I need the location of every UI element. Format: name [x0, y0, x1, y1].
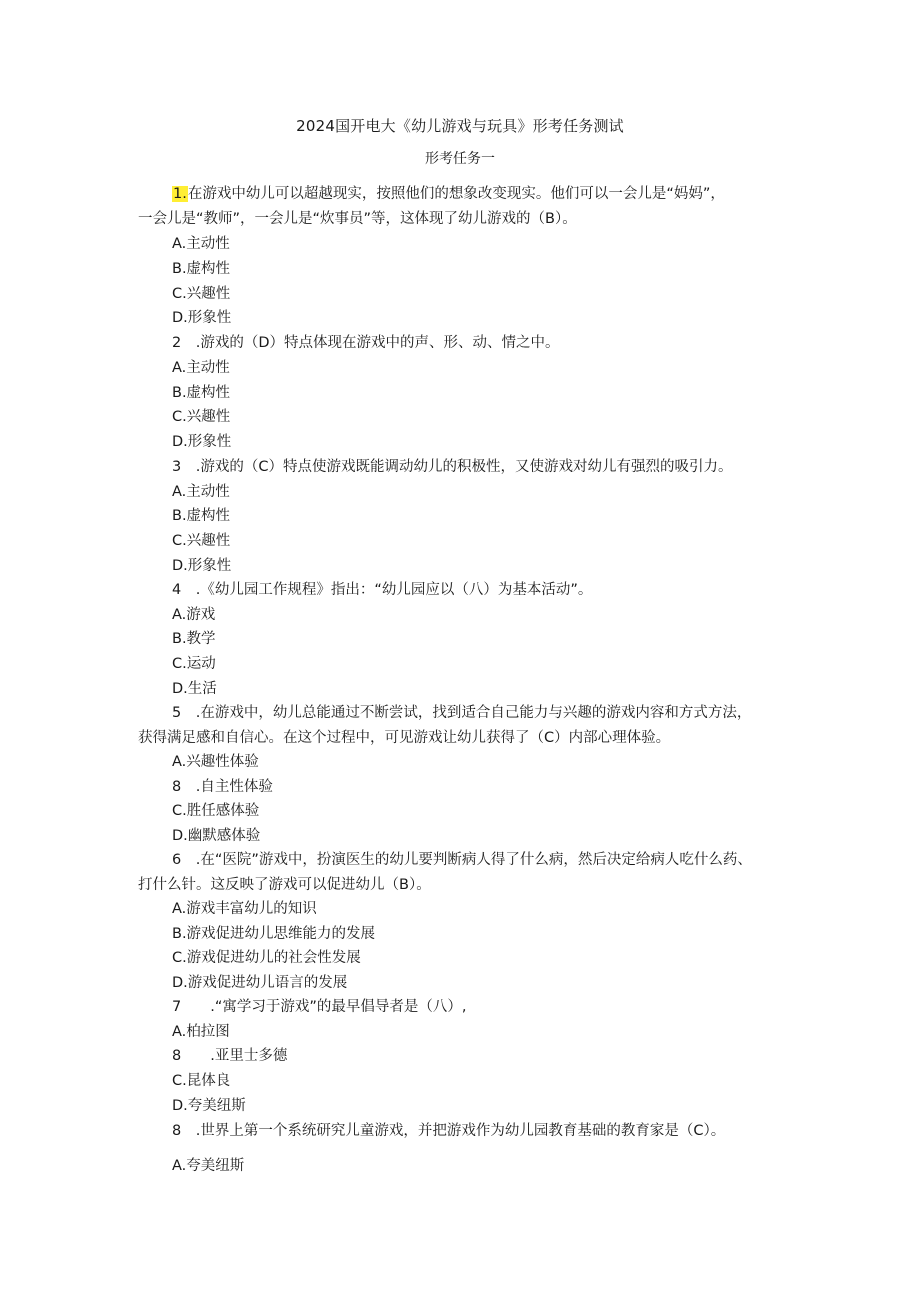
- question-1-option-b: B.虚构性: [172, 261, 231, 277]
- question-1-option-c: C.兴趣性: [172, 286, 231, 302]
- question-8-line-1: 8 .世界上第一个系统研究儿童游戏，并把游戏作为幼儿园教育基础的教育家是（C）。: [172, 1123, 726, 1139]
- question-6-option-c: C.游戏促进幼儿的社会性发展: [172, 950, 361, 966]
- question-1-option-a: A.主动性: [172, 236, 230, 252]
- question-2-option-a: A.主动性: [172, 360, 230, 376]
- question-5-line-2: 获得满足感和自信心。在这个过程中，可见游戏让幼儿获得了（C）内部心理体验。: [138, 730, 671, 746]
- question-7-option-c: C.昆体良: [172, 1073, 231, 1089]
- question-4-option-d: D.生活: [172, 681, 217, 697]
- highlighted-number: 1.: [173, 186, 187, 202]
- question-1-line-1: [172, 184, 725, 204]
- question-7-line-1: 7 .“寓学习于游戏”的最早倡导者是（八）,: [172, 999, 467, 1015]
- question-5-option-b: 8 .自主性体验: [172, 779, 273, 795]
- question-2-option-c: C.兴趣性: [172, 409, 231, 425]
- question-1-option-d: D.形象性: [172, 310, 232, 326]
- question-4-option-c: C.运动: [172, 656, 216, 672]
- question-4-option-a: A.游戏: [172, 607, 216, 623]
- question-4-line-1: 4 .《幼儿园工作规程》指出：“幼儿园应以（八）为基本活动”。: [172, 582, 593, 598]
- question-1-text: 在游戏中幼儿可以超越现实，按照他们的想象改变现实。他们可以一会儿是“妈妈”，: [187, 186, 725, 202]
- question-6-option-a: A.游戏丰富幼儿的知识: [172, 901, 317, 917]
- question-6-line-1: 6 .在“医院”游戏中，扮演医生的幼儿要判断病人得了什么病，然后决定给病人吃什么药、: [172, 852, 752, 868]
- question-3-option-a: A.主动性: [172, 484, 230, 500]
- question-3-option-b: B.虚构性: [172, 508, 231, 524]
- question-7-option-b: 8 .亚里士多德: [172, 1048, 288, 1064]
- question-4-option-b: B.教学: [172, 631, 216, 647]
- question-5-option-c: C.胜任感体验: [172, 803, 260, 819]
- question-5-line-1: 5 .在游戏中，幼儿总能通过不断尝试，找到适合自己能力与兴趣的游戏内容和方式方法，: [172, 705, 752, 721]
- question-2-option-d: D.形象性: [172, 434, 232, 450]
- question-3-option-d: D.形象性: [172, 558, 232, 574]
- question-5-option-d: D.幽默感体验: [172, 828, 261, 844]
- question-3-line-1: 3 .游戏的（C）特点使游戏既能调动幼儿的积极性，又使游戏对幼儿有强烈的吸引力。: [172, 459, 733, 475]
- question-7-option-d: D.夸美纽斯: [172, 1098, 246, 1114]
- question-5-option-a: A.兴趣性体验: [172, 754, 259, 770]
- question-2-option-b: B.虚构性: [172, 385, 231, 401]
- question-6-line-2: 打什么针。这反映了游戏可以促进幼儿（B）。: [138, 877, 431, 893]
- document-subtitle: 形考任务一: [425, 151, 495, 167]
- question-1-line-2: 一会儿是“教师”，一会儿是“炊事员”等，这体现了幼儿游戏的（B）。: [138, 211, 577, 227]
- question-2-line-1: 2 .游戏的（D）特点体现在游戏中的声、形、动、情之中。: [172, 335, 560, 351]
- question-6-option-b: B.游戏促进幼儿思维能力的发展: [172, 926, 376, 942]
- question-3-option-c: C.兴趣性: [172, 533, 231, 549]
- document-title: 2024国开电大《幼儿游戏与玩具》形考任务测试: [296, 117, 624, 135]
- question-6-option-d: D.游戏促进幼儿语言的发展: [172, 975, 348, 991]
- question-8-option-a: A.夸美纽斯: [172, 1158, 245, 1174]
- question-7-option-a: A.柏拉图: [172, 1024, 230, 1040]
